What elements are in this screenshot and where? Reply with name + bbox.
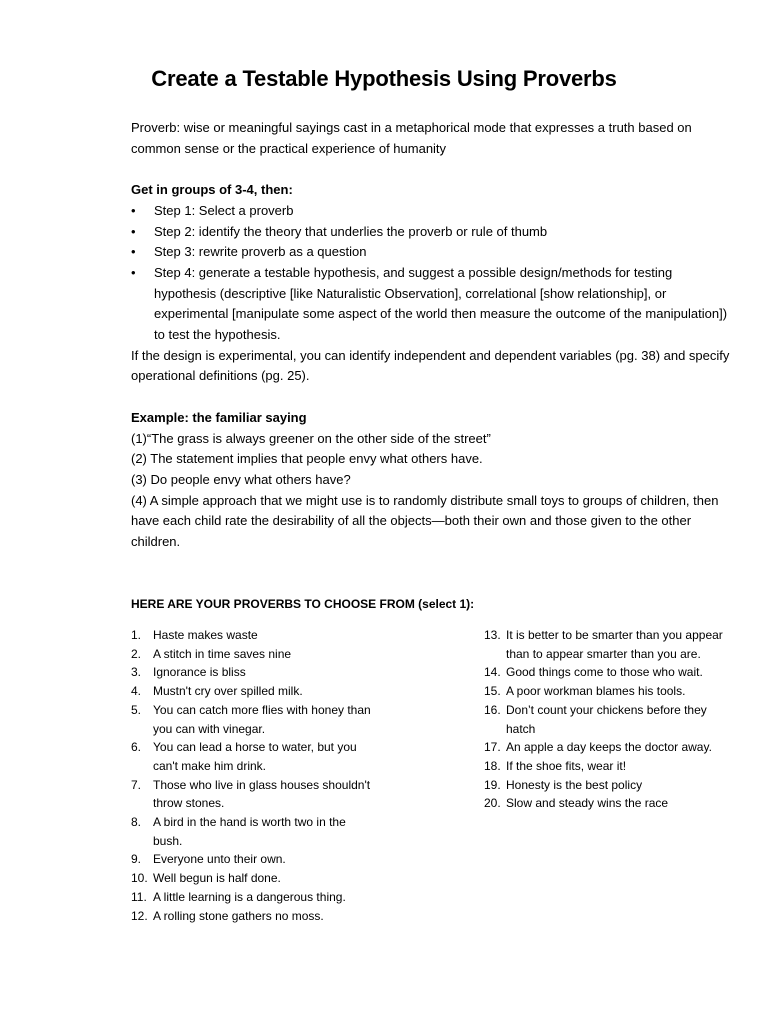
proverb-text: It is better to be smarter than you appear than to appear smarter than you are. <box>506 628 723 661</box>
list-item <box>131 663 371 682</box>
experimental-note: If the design is experimental, you can identify independent and dependent variables (pg. 38) and specify operational definitions (pg. 25). <box>131 347 730 384</box>
proverb-number: 6. <box>131 740 142 755</box>
proverb-number: 14. <box>484 665 501 680</box>
proverb-number: 17. <box>484 740 501 755</box>
example-line: (2) The statement implies that people envy what others have. <box>131 451 483 467</box>
proverb-number: 13. <box>484 628 501 642</box>
proverb-number: 7. <box>131 777 142 792</box>
proverb-text: A little learning is a dangerous thing. <box>153 889 346 904</box>
proverb-text: A poor workman blames his tools. <box>506 684 686 699</box>
proverb-number: 10. <box>131 871 148 886</box>
proverb-text: You can catch more flies with honey than you can with vinegar. <box>153 702 371 736</box>
list-item <box>484 701 724 738</box>
list-item <box>484 738 724 757</box>
list-item <box>131 888 371 907</box>
proverb-text: Don’t count your chickens before they hatch <box>506 702 707 736</box>
document-body <box>131 118 731 615</box>
list-item <box>131 645 371 664</box>
bullet-icon: • <box>131 223 136 239</box>
step-text: Step 4: generate a testable hypothesis, and suggest a possible design/methods for testing hypothesis (descriptive [like Naturalistic Observation], correlational [show relationship], or experimental [manipulate some aspect of the world then measure the outcome of the manipulation]) to test the hypothesis. <box>154 264 728 343</box>
proverbs-column-right <box>484 626 724 813</box>
proverb-number: 1. <box>131 628 142 642</box>
step-item <box>131 242 731 263</box>
list-item <box>484 663 724 682</box>
example-line: (3) Do people envy what others have? <box>131 471 351 487</box>
proverb-text: Haste makes waste <box>153 628 258 642</box>
proverb-text: Ignorance is bliss <box>153 665 246 680</box>
proverb-text: Slow and steady wins the race <box>506 796 669 811</box>
list-item <box>131 682 371 701</box>
list-item <box>131 850 371 869</box>
proverb-number: 20. <box>484 796 501 811</box>
step-text: Step 3: rewrite proverb as a question <box>154 244 367 260</box>
list-item <box>131 907 371 926</box>
bullet-icon: • <box>131 202 136 218</box>
proverb-text: An apple a day keeps the doctor away. <box>506 740 712 755</box>
proverb-number: 9. <box>131 852 142 867</box>
proverbs-heading: HERE ARE YOUR PROVERBS TO CHOOSE FROM (select 1): <box>131 597 475 612</box>
proverb-number: 5. <box>131 702 142 717</box>
list-item <box>131 701 371 738</box>
proverb-number: 2. <box>131 646 142 661</box>
proverb-text: A rolling stone gathers no moss. <box>153 908 324 923</box>
proverb-text: Those who live in glass houses shouldn't throw stones. <box>153 777 371 811</box>
example-heading: Example: the familiar saying <box>131 409 307 425</box>
step-item <box>131 263 731 346</box>
step-text: Step 1: Select a proverb <box>154 202 294 218</box>
list-item <box>131 776 371 813</box>
list-item <box>484 626 724 663</box>
proverbs-column-left <box>131 626 371 925</box>
bullet-icon: • <box>131 244 136 260</box>
step-item <box>131 201 731 222</box>
proverb-text: Everyone unto their own. <box>153 852 286 867</box>
proverb-text: A bird in the hand is worth two in the bush. <box>153 815 346 848</box>
step-item <box>131 222 731 243</box>
list-item <box>484 794 724 813</box>
page-title: Create a Testable Hypothesis Using Proverbs <box>151 66 617 91</box>
list-item <box>131 626 371 645</box>
proverb-number: 3. <box>131 665 142 680</box>
proverb-text: Mustn't cry over spilled milk. <box>153 684 303 699</box>
proverb-text: If the shoe fits, wear it! <box>506 758 627 773</box>
list-item <box>131 738 371 775</box>
proverb-number: 16. <box>484 702 501 717</box>
bullet-icon: • <box>131 264 136 280</box>
proverb-text: A stitch in time saves nine <box>153 646 292 661</box>
proverb-number: 15. <box>484 684 501 699</box>
example-line: (1)“The grass is always greener on the other side of the street” <box>131 430 491 446</box>
proverb-number: 19. <box>484 777 501 792</box>
list-item <box>484 757 724 776</box>
proverb-text: Good things come to those who wait. <box>506 665 703 680</box>
proverb-number: 4. <box>131 684 142 699</box>
proverb-number: 8. <box>131 815 142 830</box>
list-item <box>131 813 371 850</box>
step-text: Step 2: identify the theory that underlies the proverb or rule of thumb <box>154 223 548 239</box>
example-line: (4) A simple approach that we might use is to randomly distribute small toys to groups of children, then have each child rate the desirability of all the objects—both their own and those given to the other children. <box>131 492 719 550</box>
proverb-text: You can lead a horse to water, but you can't make him drink. <box>153 740 357 773</box>
proverb-text: Well begun is half done. <box>153 871 281 886</box>
proverb-text: Honesty is the best policy <box>506 777 643 792</box>
list-item <box>484 776 724 795</box>
proverb-number: 18. <box>484 758 501 773</box>
list-item <box>484 682 724 701</box>
steps-list <box>131 201 731 346</box>
proverb-definition: Proverb: wise or meaningful sayings cast in a metaphorical mode that expresses a truth based on common sense or the practical experience of humanity <box>131 120 692 156</box>
proverb-number: 11. <box>131 889 147 904</box>
groups-heading: Get in groups of 3-4, then: <box>131 182 293 198</box>
proverb-number: 12. <box>131 908 148 923</box>
list-item <box>131 869 371 888</box>
